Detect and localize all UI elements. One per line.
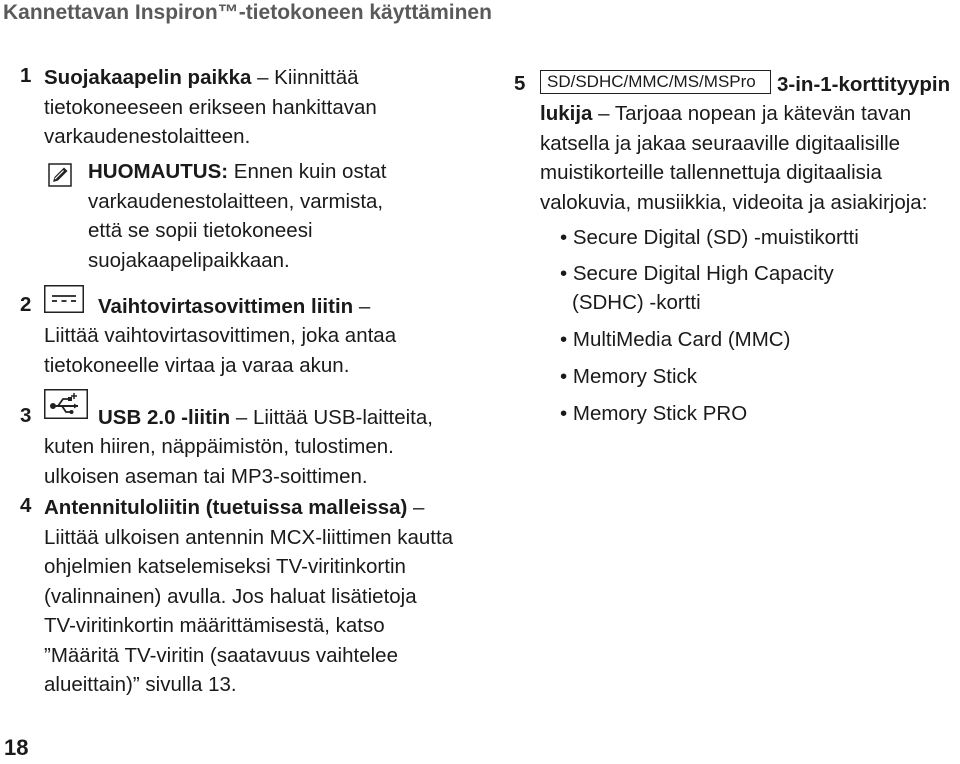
page-number: 18 [4, 735, 29, 760]
item-4-title: Antennituloliitin (tuetuissa malleissa) [44, 496, 408, 519]
page-header [0, 0, 960, 28]
item-2-block [44, 321, 396, 380]
item-2-title: Vaihtovirtasovittimen liitin [98, 295, 354, 318]
list-item-text: Secure Digital (SD) -muistikortti [572, 226, 859, 249]
note-label: HUOMAUTUS: [88, 160, 229, 183]
item-4-text: ohjelmien katselemiseksi TV-viritinkortin [44, 555, 406, 578]
usb-icon [44, 389, 88, 424]
item-number-2: 2 [20, 293, 32, 316]
item-5-title-a: 3-in-1-korttityypin [777, 73, 951, 96]
card-reader-label-box [540, 70, 771, 94]
item-number-5: 5 [514, 72, 526, 95]
item-number-3: 3 [20, 404, 32, 427]
item-4-text: alueittain)” sivulla 13. [44, 673, 237, 696]
note-block [88, 157, 387, 275]
item-3-block [44, 432, 394, 491]
list-item-text: MultiMedia Card (MMC) [572, 328, 791, 351]
item-4-text: Liittää ulkoisen antennin MCX-liittimen kautta [44, 525, 454, 549]
item-5-text: muistikorteille tallennettuja digitaalisia [540, 161, 882, 184]
item-3-title: USB 2.0 -liitin [98, 406, 231, 429]
item-1-text: tietokoneeseen erikseen hankittavan [44, 95, 377, 119]
item-5-text: katsella ja jakaa seuraaville digitaalisille [540, 131, 901, 155]
item-1-title: Suojakaapelin paikka [44, 66, 252, 89]
item-3-text: ulkoisen aseman tai MP3-soittimen. [44, 464, 368, 488]
card-reader-label: SD/SDHC/MMC/MS/MSPro [547, 72, 756, 91]
item-1-dash: – [251, 66, 275, 89]
list-item-continuation: (SDHC) -kortti [572, 291, 701, 314]
item-5-text: valokuvia, musiikkia, videoita ja asiakirjoja: [540, 190, 928, 214]
item-5-title-line [777, 70, 950, 100]
item-1-text: varkaudenestolaitteen. [44, 125, 251, 148]
item-4-text: TV-viritinkortin määrittämisestä, katso [44, 614, 385, 637]
note-text: Ennen kuin ostat [228, 160, 387, 183]
item-1-text: Kiinnittää [274, 66, 359, 89]
item-5-block [540, 99, 927, 217]
item-1-block [44, 63, 377, 152]
list-item: • Memory Stick [560, 365, 698, 388]
item-number-4: 4 [20, 494, 32, 517]
item-3-text: kuten hiiren, näppäimistön, tulostimen. [44, 435, 394, 458]
item-4-text: (valinnainen) avulla. Jos haluat lisätietoja [44, 584, 417, 608]
list-item: • Secure Digital High Capacity [560, 262, 834, 285]
list-item: • Secure Digital (SD) -muistikortti [560, 226, 859, 249]
item-2-text: tietokoneelle virtaa ja varaa akun. [44, 353, 350, 377]
item-3-dash: – [230, 406, 253, 429]
item-4-dash: – [407, 496, 425, 519]
item-4-text: ”Määritä TV-viritin (saatavuus vaihtelee [44, 643, 398, 667]
item-3-title-line [98, 403, 433, 433]
note-pencil-icon [48, 163, 72, 192]
note-text: varkaudenestolaitteen, varmista, [88, 189, 384, 213]
page-title: Kannettavan Inspiron™-tietokoneen käyttäminen [3, 1, 492, 24]
item-2-title-line [98, 292, 370, 322]
list-item: • Memory Stick PRO [560, 402, 748, 425]
item-2-dash: – [353, 295, 371, 318]
note-text: että se sopii tietokoneesi [88, 219, 313, 242]
list-item-text: Memory Stick [572, 365, 698, 388]
item-5-title-b: lukija [540, 102, 593, 125]
list-item-text: Secure Digital High Capacity [572, 262, 834, 285]
note-text: suojakaapelipaikkaan. [88, 248, 290, 272]
item-number-1: 1 [20, 64, 32, 87]
item-5-dash: – [592, 102, 615, 125]
list-item-text: Memory Stick PRO [572, 402, 748, 425]
dc-power-icon [44, 285, 84, 318]
item-2-text: Liittää vaihtovirtasovittimen, joka antaa [44, 324, 397, 347]
item-3-text: Liittää USB-laitteita, [252, 406, 433, 429]
item-5-text: Tarjoaa nopean ja kätevän tavan [614, 102, 912, 125]
item-4-block [44, 493, 453, 700]
list-item: • MultiMedia Card (MMC) [560, 328, 791, 351]
